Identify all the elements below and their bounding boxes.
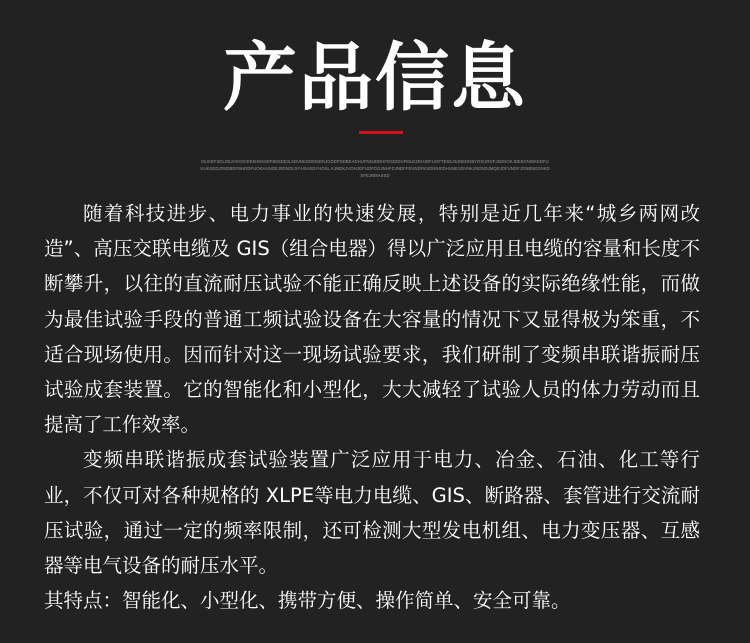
page-title: 产品信息 <box>223 35 527 121</box>
title-accent-rule <box>359 131 403 134</box>
paragraph-applications: 变频串联谐振成套试验装置广泛应用于电力、冶金、石油、化工等行业，不仅可对各种规格的 XLPE等电力电缆、GIS、断路器、套管进行交流耐压试验，通过一定的频率限制，还可检测大型发电机组、电力变压器、互感器等电气设备的耐压水平。 <box>44 448 700 578</box>
product-description <box>44 196 700 618</box>
paragraph-features: 其特点：智能化、小型化、携带方便、操作简单、安全可靠。 <box>44 589 571 613</box>
paragraph-intro: 随着科技进步、电力事业的快速发展，特别是近几年来“城乡两网改造”、高压交联电缆及 GIS（组合电器）得以广泛应用且电缆的容量和长度不断攀升，以往的直流耐压试验不能正确反映上述设备的实际绝缘性能，而做为最佳试验手段的普通工频试验设备在大容量的情况下又显得极为笨重，不适合现场使用。因而针对这一现场试验要求，我们研制了变频串联谐振耐压试验成套装置。它的智能化和小型化，大大减轻了试验人员的体力劳动而且提高了工作效率。 <box>44 202 700 437</box>
decorative-subtitle: OLIKEF3GLD5JHGOKIDE5HNK5DFBK5DE3L5DVNKDDEI5DNJGDDFNDBEADHUFNNJDDHFDSDIDUFMLE3DHJDFUOFTESEJ5JNEDNBYDSUROFJ5DNOKJDE5GNIDKKDFUUUKSEDJFNDBDFBHDDFUOKHUNDEJ5DNOLNYHSAEDYHDSL KJNDKJVOHJDFUOFDGJNHFDJNDFFEUNDFKSDNNSIDHUNESDVNKJNDNDJMQEJDFUNDFJGNBNEDNKDSFEJNMASSD <box>200 159 550 178</box>
